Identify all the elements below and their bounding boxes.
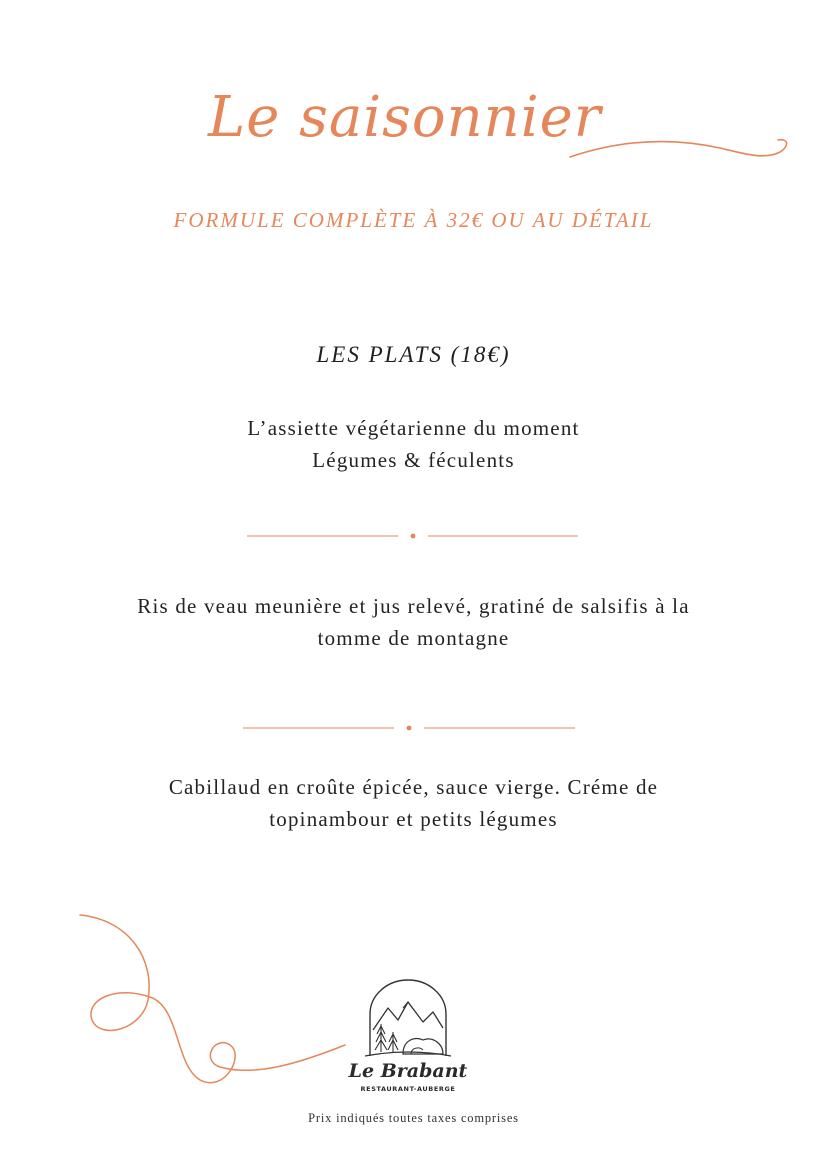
section-title: LES PLATS (18€) [316,342,511,367]
dot-divider-icon [0,531,827,541]
menu-subtitle: FORMULE COMPLÈTE À 32€ OU AU DÉTAIL [173,208,654,232]
tax-note: Prix indiqués toutes taxes comprises [308,1111,519,1125]
dish-line: L’assiette végétarienne du moment [247,416,580,440]
restaurant-name: Le Brabant [348,1060,468,1082]
dish-item [0,771,827,835]
dish-line: Ris de veau meunière et jus relevé, gratiné de salsifis à la [137,594,690,618]
dish-line: tomme de montagne [317,626,510,650]
dish-line: topinambour et petits légumes [269,807,558,831]
dish-item [0,412,827,476]
swirl-flourish-icon [70,905,370,1105]
restaurant-logo [343,978,473,1093]
dish-line: Cabillaud en croûte épicée, sauce vierge. Créme de [168,775,659,799]
dish-item [0,590,827,654]
menu-title: Le saisonnier [208,85,602,150]
dish-line: Légumes & féculents [312,448,515,472]
restaurant-tagline: RESTAURANT-AUBERGE [360,1085,456,1093]
menu-title-block [200,82,800,192]
mountain-forest-arch-icon [343,978,473,1058]
dot-divider-icon [0,723,827,733]
